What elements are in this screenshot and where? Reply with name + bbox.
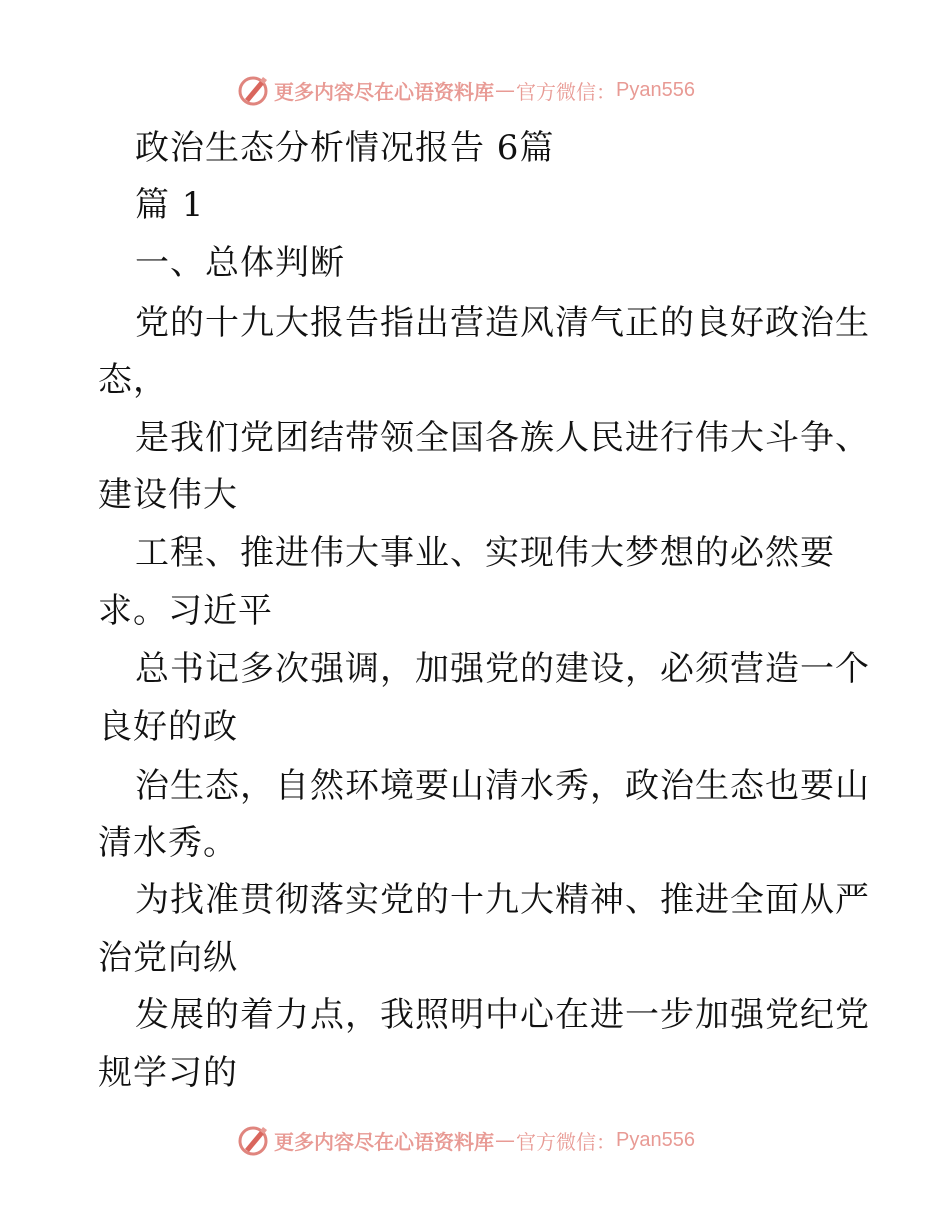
body-line: 态， <box>98 360 168 400</box>
pen-logo-icon <box>236 73 270 107</box>
body-line: 规学习的 <box>98 1053 238 1093</box>
body-line: 治生态，自然环境要山清水秀，政治生态也要山 <box>135 766 870 806</box>
body-line: 清水秀。 <box>98 823 238 863</box>
banner-dash: — <box>495 1128 515 1152</box>
body-line: 工程、推进伟大事业、实现伟大梦想的必然要 <box>135 533 835 573</box>
body-line: 治党向纵 <box>98 938 238 978</box>
document-title: 政治生态分析情况报告 6篇 <box>135 128 555 168</box>
banner-site-text: 更多内容尽在心语资料库 <box>274 1129 494 1154</box>
section-heading: 一、总体判断 <box>135 243 345 283</box>
body-line: 良好的政 <box>98 707 238 747</box>
body-line: 发展的着力点，我照明中心在进一步加强党纪党 <box>135 995 870 1035</box>
banner-contact-label: 官方微信： <box>516 79 616 104</box>
body-line: 是我们党团结带领全国各族人民进行伟大斗争、 <box>135 418 870 458</box>
footer-banner <box>236 1122 695 1158</box>
body-line: 建设伟大 <box>98 475 238 515</box>
body-line: 党的十九大报告指出营造风清气正的良好政治生 <box>135 303 870 343</box>
header-banner <box>236 72 695 108</box>
body-line: 总书记多次强调，加强党的建设，必须营造一个 <box>135 649 870 689</box>
body-line: 求。习近平 <box>98 591 273 631</box>
banner-contact-label: 官方微信： <box>516 1129 616 1154</box>
body-line: 为找准贯彻落实党的十九大精神、推进全面从严 <box>135 880 870 920</box>
pen-logo-icon <box>236 1123 270 1157</box>
banner-contact-id: Pyan556 <box>616 78 695 101</box>
banner-dash: — <box>495 78 515 102</box>
banner-site-text: 更多内容尽在心语资料库 <box>274 79 494 104</box>
chapter-label: 篇 1 <box>135 185 205 225</box>
banner-contact-id: Pyan556 <box>616 1128 695 1151</box>
